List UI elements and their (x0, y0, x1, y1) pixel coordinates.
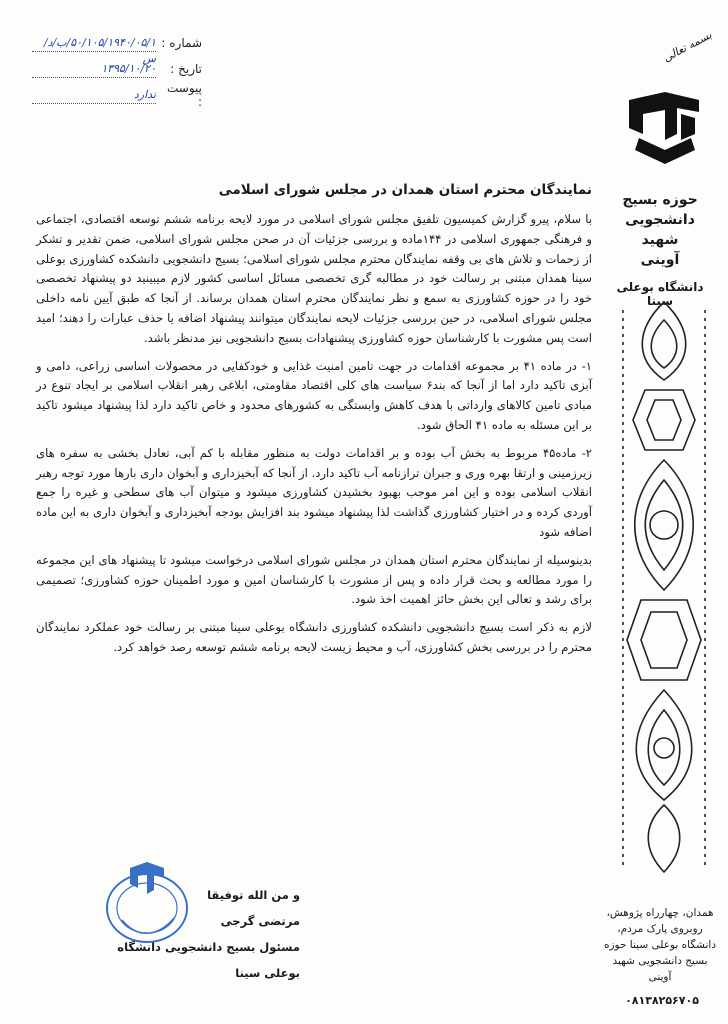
decorative-ornament-icon (615, 300, 713, 875)
phone-number: ۰۸۱۳۸۲۵۶۷۰۵ (625, 994, 699, 1007)
paragraph-request: بدینوسیله از نمایندگان محترم استان همدان در مجلس شورای اسلامی درخواست میشود تا پیشنهاد های این مجموعه را مورد مطالعه و بحث قرار داده و پس از مشورت با کارشناسان امین و مورد اطمینان حوزه کشاورزی؛ تصمیمی برای رشد و تعالی این بخش حائز اهمیت اخذ شود. (36, 552, 592, 607)
date-label: تاریخ : (170, 62, 202, 76)
org-line-3: آوینی (640, 252, 680, 268)
number-row (32, 30, 202, 65)
number-value: ۵۰/۱۰۵/۱۹۴۰/۰۵/۱/ب/د/س (32, 35, 156, 52)
attachment-row (32, 82, 202, 108)
number-label: شماره : (161, 36, 202, 50)
org-line-1: حوزه بسیج (622, 192, 698, 208)
paragraph-closing: لازم به ذکر است بسیج دانشجویی دانشکده کشاورزی دانشگاه بوعلی سینا مبتنی بر رسالت خود عملکرد نمایندگان محترم را در بررسی بخش کشاورزی، آب و محیط زیست لایحه برنامه ششم توسعه رصد خواهد کرد. (36, 620, 592, 654)
date-value: ۱۳۹۵/۱۰/۲۰ (32, 61, 156, 78)
letter-body (36, 182, 592, 666)
address-block: همدان، چهارراه پژوهش، روبروی پارک مردم، دانشگاه بوعلی سینا حوزه بسیج دانشجویی شهید آوینی (603, 907, 717, 983)
paragraph-intro: با سلام، پیرو گزارش کمیسیون تلفیق مجلس شورای اسلامی در مورد لایحه برنامه ششم توسعه اقتصادی، اجتماعی و فرهنگی جمهوری اسلامی در ۱۴۴ماده و بررسی جزئیات آن در صحن مجلس شورای اسلامی، ضمن تقدیر و تشکر از زحمات و تلاش های بی وقفه نمایندگان محترم مجلس شورای اسلامی؛ بسیج دانشجویی دانشکده کشاورزی بوعلی سینا همدان مبتنی بر رسالت خود در مطالبه گری تخصصی مسائل اساسی کشور لازم میبینید دو پیشنهاد تخصصی خود را در حوزه کشاورزی به سمع و نظر نمایندگان محترم استان همدان برساند. از آنجا که طبق آیین نامه داخلی مجلس شورای اسلامی، در حین بررسی جزئیات لایحه نمایندگان میتوانند پیشنهاد اضافه یا حذف عبارات را دهند؛ امید است پس مشورت با کارشناسان حوزه کشاورزی پیشنهادات بسیج دانشجویی نیز مدنظر باشد. (36, 212, 592, 345)
university-name: دانشگاه بوعلی سینا (616, 280, 704, 308)
letter-meta (32, 30, 202, 108)
paragraph-article-45: ۲- ماده۴۵ مربوط به بخش آب بوده و بر اقدامات دولت به منظور مقابله با کم آبی، تعادل بخشی به سفره های زیرزمینی و ارتقا بهره وری و جبران ترازنامه آب تاکید دارد. از آنجا که آبخیزداری و آبخوان داری بارها مورد توجه رهبر انقلاب اسلامی بوده و این امر موجب بهبود بخشیدن کشاورزی میشود و میتوان آب های سطحی و غیره را جمع آوردی کرده و در اختیار کشاورزی گذاشت لذا پیشنهاد میشود بند افزایش بودجه آبخیزداری و آبخوان داری به این ماده اضافه شود (36, 445, 592, 539)
attachment-value: ندارد (32, 87, 156, 104)
paragraph-article-41: ۱- در ماده ۴۱ بر مجموعه اقدامات در جهت تامین امنیت غذایی و خودکفایی در محصولات اساسی زراعی، دامی و آبزی تاکید دارد اما از آنجا که بند۶ سیاست های کلی اقتصاد مقاومتی، ابلاغی رهبر انقلاب اسلامی بر ایجاد تنوع در مبادی تامین کالاهای وارداتی با هدف کاهش وابستگی به کشورهای محدود و خاص تاکید دارد لذا پیشنهاد میشود تاکید بر این مسئله به ماده ۴۱ الحاق شود. (36, 358, 592, 432)
signatory-name: مرتضی گرجی (220, 914, 300, 928)
date-row (32, 56, 202, 82)
org-name-block (605, 190, 715, 308)
basij-logo-icon (625, 88, 703, 168)
letter-title: نمایندگان محترم استان همدان در مجلس شورای اسلامی (218, 182, 592, 198)
attachment-label: پیوست : (167, 81, 202, 109)
signature-block (100, 882, 300, 986)
bismillah-text: بسمه تعالی (661, 28, 714, 65)
signatory-position: مسئول بسیج دانشجویی دانشگاه بوعلی سینا (117, 940, 300, 980)
signature-closing: و من الله توفیقا (207, 888, 300, 902)
org-line-2: دانشجویی شهید (625, 212, 695, 248)
